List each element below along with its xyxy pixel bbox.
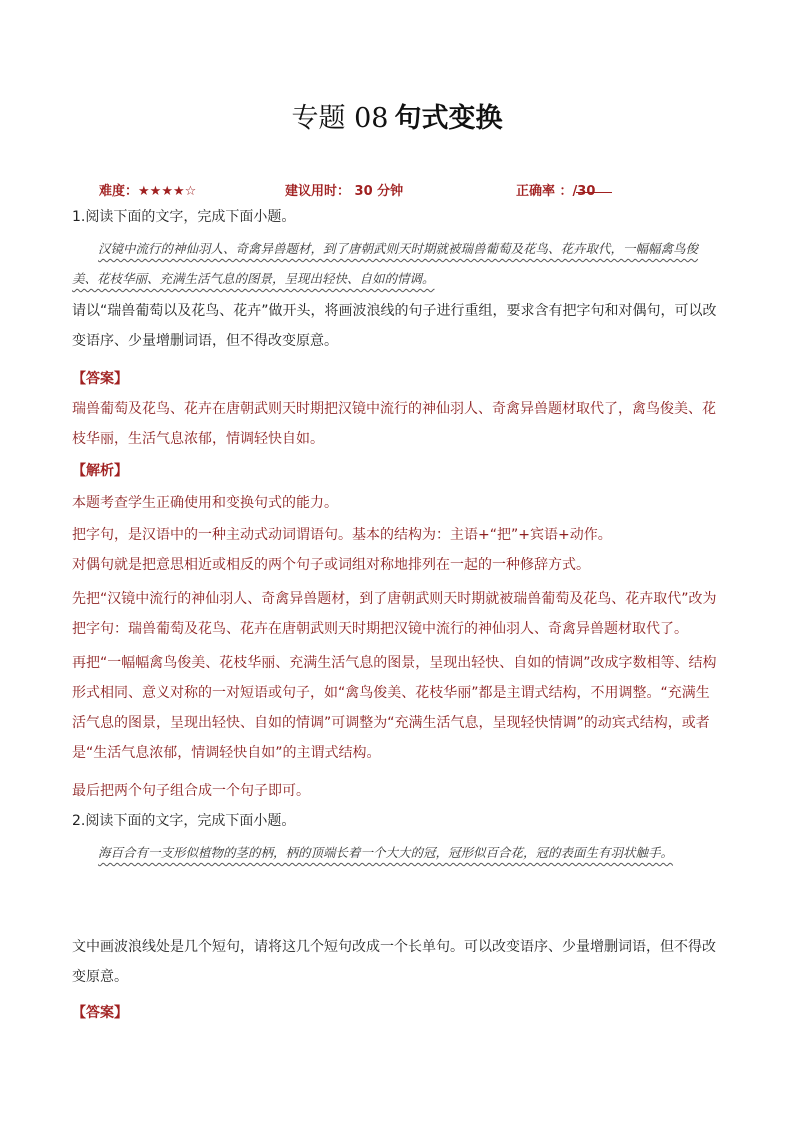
q2-instruction: 文中画波浪线处是几个短句，请将这几个短句改成一个长单句。可以改变语序、少量增删词语，但不得改变原意。	[72, 939, 716, 985]
q1-analysis-4: 先把“汉镜中流行的神仙羽人、奇禽异兽题材，到了唐朝武则天时期就被瑞兽葡萄及花鸟、花卉取代”改为把字句：瑞兽葡萄及花鸟、花卉在唐朝武则天时期把汉镜中流行的神仙羽人、奇禽异兽题材取代了。	[72, 591, 717, 637]
title-sub: 句式变换	[394, 103, 503, 134]
suggested-time	[285, 180, 403, 199]
q1-prompt: 1.阅读下面的文字，完成下面小题。	[72, 209, 296, 225]
q1-instruction: 请以“瑞兽葡萄以及花鸟、花卉”做开头，将画波浪线的句子进行重组，要求含有把字句和对偶句，可以改变语序、少量增删词语，但不得改变原意。	[72, 303, 717, 349]
q1-analysis-1: 本题考查学生正确使用和变换句式的能力。	[72, 495, 338, 511]
title-main: 专题 08	[291, 103, 389, 134]
q1-analysis-6: 最后把两个句子组合成一个句子即可。	[72, 783, 310, 799]
q1-analysis-tag: 【解析】	[72, 463, 128, 479]
time-value: 30 分钟	[354, 184, 404, 199]
q1-quote-text: 汉镜中流行的神仙羽人、奇禽异兽题材，到了唐朝武则天时期就被瑞兽葡萄及花鸟、花卉取代，一幅幅禽鸟俊美、花枝华丽、充满生活气息的图景，呈现出轻快、自如的情调。	[72, 241, 699, 286]
difficulty-stars: ★★★★☆	[138, 184, 197, 199]
difficulty-label: 难度：	[99, 184, 139, 199]
q2-quote-text: 海百合有一支形似植物的茎的柄，柄的顶端长着一个大大的冠，冠形似百合花，冠的表面生有羽状触手。	[98, 845, 674, 860]
q1-answer: 瑞兽葡萄及花鸟、花卉在唐朝武则天时期把汉镜中流行的神仙羽人、奇禽异兽题材取代了，禽鸟俊美、花枝华丽，生活气息浓郁，情调轻快自如。	[72, 401, 716, 447]
q1-answer-tag: 【答案】	[72, 371, 128, 387]
q2-answer-tag: 【答案】	[72, 1005, 128, 1021]
difficulty	[99, 180, 196, 199]
meta-row	[99, 180, 719, 200]
q2-quote	[72, 838, 722, 868]
accuracy-total: /30	[572, 184, 596, 199]
page-title	[0, 96, 794, 135]
q1-quote	[72, 234, 722, 294]
accuracy	[516, 180, 595, 199]
time-label: 建议用时：	[285, 184, 351, 199]
q1-analysis-3: 对偶句就是把意思相近或相反的两个句子或词组对称地排列在一起的一种修辞方式。	[72, 557, 590, 573]
q2-prompt: 2.阅读下面的文字，完成下面小题。	[72, 813, 296, 829]
q1-analysis-2: 把字句，是汉语中的一种主动式动词谓语句。基本的结构为：主语+“把”+宾语+动作。	[72, 527, 612, 543]
accuracy-label: 正确率 ：	[516, 184, 573, 199]
q1-analysis-5: 再把“一幅幅禽鸟俊美、花枝华丽、充满生活气息的图景，呈现出轻快、自如的情调”改成字数相等、结构形式相同、意义对称的一对短语或句子，如“禽鸟俊美、花枝华丽”都是主谓式结构，不用调整。“充满生活气息的图景，呈现出轻快、自如的情调”可调整为“充满生活气息，呈现轻快情调”的动宾式结构，或者是“生活气息浓郁，情调轻快自如”的主谓式结构。	[72, 655, 717, 761]
accuracy-blank	[576, 180, 612, 193]
